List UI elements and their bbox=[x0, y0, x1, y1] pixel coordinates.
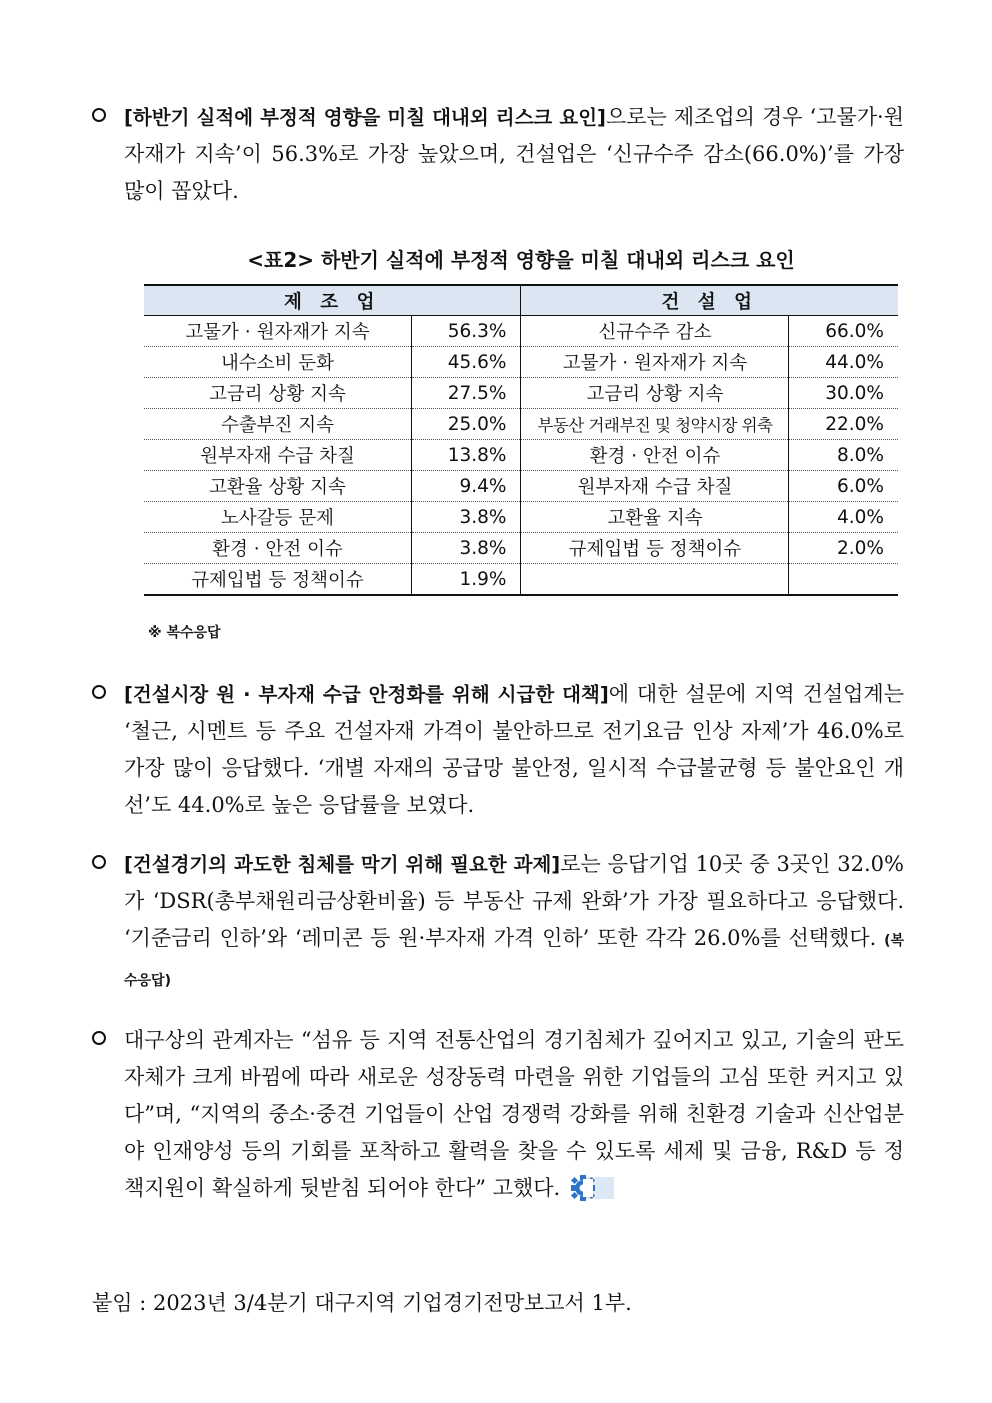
manufacturing-item-cell: 고금리 상황 지속 bbox=[144, 378, 412, 409]
construction-percent-cell: 6.0% bbox=[789, 471, 898, 502]
header-construction: 건 설 업 bbox=[521, 285, 898, 316]
circle-bullet-icon bbox=[92, 685, 106, 699]
manufacturing-item-cell: 수출부진 지속 bbox=[144, 409, 412, 440]
construction-percent-cell: 4.0% bbox=[789, 502, 898, 533]
paragraph-risk-factors bbox=[92, 99, 904, 210]
construction-item-cell: 원부자재 수급 차질 bbox=[521, 471, 789, 502]
construction-percent-cell: 30.0% bbox=[789, 378, 898, 409]
header-manufacturing: 제 조 업 bbox=[144, 285, 521, 316]
paragraph-heading: [건설경기의 과도한 침체를 막기 위해 필요한 과제] bbox=[124, 853, 561, 876]
manufacturing-percent-cell: 3.8% bbox=[412, 533, 521, 564]
construction-percent-cell bbox=[789, 564, 898, 596]
circle-bullet-icon bbox=[92, 108, 106, 122]
table-row bbox=[144, 471, 898, 502]
construction-percent-cell: 44.0% bbox=[789, 347, 898, 378]
paragraph-text bbox=[124, 676, 904, 824]
manufacturing-percent-cell: 27.5% bbox=[412, 378, 521, 409]
paragraph-text bbox=[124, 1022, 904, 1207]
paragraph-body: 대구상의 관계자는 “섬유 등 지역 전통산업의 경기침체가 깊어지고 있고, 기술의 판도 자체가 크게 바뀜에 따라 새로운 성장동력 마련을 위한 기업들의 고심 또한 커지고 있다”며, “지역의 중소·중견 기업들이 산업 경쟁력 강화를 위해 친환경 기술과 신산업분야 인재양성 등의 기회를 포착하고 활력을 찾을 수 있도록 세제 및 금융, R&D 등 정책지원이 확실하게 뒷받침 되어야 한다” 고했다. bbox=[124, 1028, 904, 1200]
paragraph-body: 에 대한 설문에 지역 건설업계는 ‘철근, 시멘트 등 주요 건설자재 가격이 불안하므로 전기요금 인상 자제’가 46.0%로 가장 많이 응답했다. ‘개별 자재의 공급망 불안정, 일시적 수급불균형 등 불안요인 개선’도 44.0%로 높은 응답률을 보였다. bbox=[124, 682, 905, 817]
paragraph-text bbox=[124, 846, 904, 1000]
construction-item-cell bbox=[521, 564, 789, 596]
table-header-row bbox=[144, 285, 898, 316]
manufacturing-percent-cell: 13.8% bbox=[412, 440, 521, 471]
construction-item-cell: 고금리 상황 지속 bbox=[521, 378, 789, 409]
construction-item-cell: 고물가 · 원자재가 지속 bbox=[521, 347, 789, 378]
gear-logo-icon bbox=[568, 1175, 614, 1201]
circle-bullet-icon bbox=[92, 855, 106, 869]
attachment-line: 붙임 : 2023년 3/4분기 대구지역 기업경기전망보고서 1부. bbox=[92, 1291, 632, 1315]
construction-item-cell: 신규수주 감소 bbox=[521, 316, 789, 347]
manufacturing-item-cell: 환경 · 안전 이슈 bbox=[144, 533, 412, 564]
manufacturing-percent-cell: 25.0% bbox=[412, 409, 521, 440]
table-note: ※ 복수응답 bbox=[148, 625, 221, 641]
table-row bbox=[144, 316, 898, 347]
table-row bbox=[144, 533, 898, 564]
manufacturing-item-cell: 규제입법 등 정책이슈 bbox=[144, 564, 412, 596]
manufacturing-percent-cell: 1.9% bbox=[412, 564, 521, 596]
manufacturing-percent-cell: 3.8% bbox=[412, 502, 521, 533]
paragraph-heading: [하반기 실적에 부정적 영향을 미칠 대내외 리스크 요인] bbox=[124, 106, 606, 129]
multiple-response-note: (복수응답) bbox=[124, 933, 904, 989]
construction-percent-cell: 8.0% bbox=[789, 440, 898, 471]
table-row bbox=[144, 440, 898, 471]
paragraph-supply-measures bbox=[92, 676, 904, 824]
construction-item-cell: 환경 · 안전 이슈 bbox=[521, 440, 789, 471]
construction-percent-cell: 66.0% bbox=[789, 316, 898, 347]
table-row bbox=[144, 347, 898, 378]
table-row bbox=[144, 409, 898, 440]
manufacturing-percent-cell: 56.3% bbox=[412, 316, 521, 347]
manufacturing-item-cell: 내수소비 둔화 bbox=[144, 347, 412, 378]
manufacturing-percent-cell: 45.6% bbox=[412, 347, 521, 378]
construction-item-cell: 부동산 거래부진 및 청약시장 위축 bbox=[521, 409, 789, 440]
table-title: <표2> 하반기 실적에 부정적 영향을 미칠 대내외 리스크 요인 bbox=[247, 248, 795, 272]
risk-factor-table bbox=[144, 284, 898, 596]
manufacturing-percent-cell: 9.4% bbox=[412, 471, 521, 502]
construction-percent-cell: 22.0% bbox=[789, 409, 898, 440]
paragraph-body: 로는 응답기업 10곳 중 3곳인 32.0%가 ‘DSR(총부채원리금상환비율) 등 부동산 규제 완화’가 가장 필요하다고 응답했다. ‘기준금리 인하’와 ‘레미콘 등 원·부자재 가격 인하’ 또한 각각 26.0%를 선택했다. bbox=[124, 852, 904, 950]
manufacturing-item-cell: 노사갈등 문제 bbox=[144, 502, 412, 533]
table-row bbox=[144, 564, 898, 596]
paragraph-text bbox=[124, 99, 904, 210]
manufacturing-item-cell: 고환율 상황 지속 bbox=[144, 471, 412, 502]
paragraph-body: 으로는 제조업의 경우 ‘고물가·원자재가 지속’이 56.3%로 가장 높았으며, 건설업은 ‘신규수주 감소(66.0%)’를 가장 많이 꼽았다. bbox=[124, 105, 905, 203]
paragraph-heading: [건설시장 원 · 부자재 수급 안정화를 위해 시급한 대책] bbox=[124, 683, 609, 706]
construction-percent-cell: 2.0% bbox=[789, 533, 898, 564]
paragraph-recession-tasks bbox=[92, 846, 904, 1000]
table-row bbox=[144, 502, 898, 533]
construction-item-cell: 규제입법 등 정책이슈 bbox=[521, 533, 789, 564]
circle-bullet-icon bbox=[92, 1031, 106, 1045]
table-row bbox=[144, 378, 898, 409]
construction-item-cell: 고환율 지속 bbox=[521, 502, 789, 533]
paragraph-official-comment bbox=[92, 1022, 904, 1207]
manufacturing-item-cell: 원부자재 수급 차질 bbox=[144, 440, 412, 471]
manufacturing-item-cell: 고물가 · 원자재가 지속 bbox=[144, 316, 412, 347]
